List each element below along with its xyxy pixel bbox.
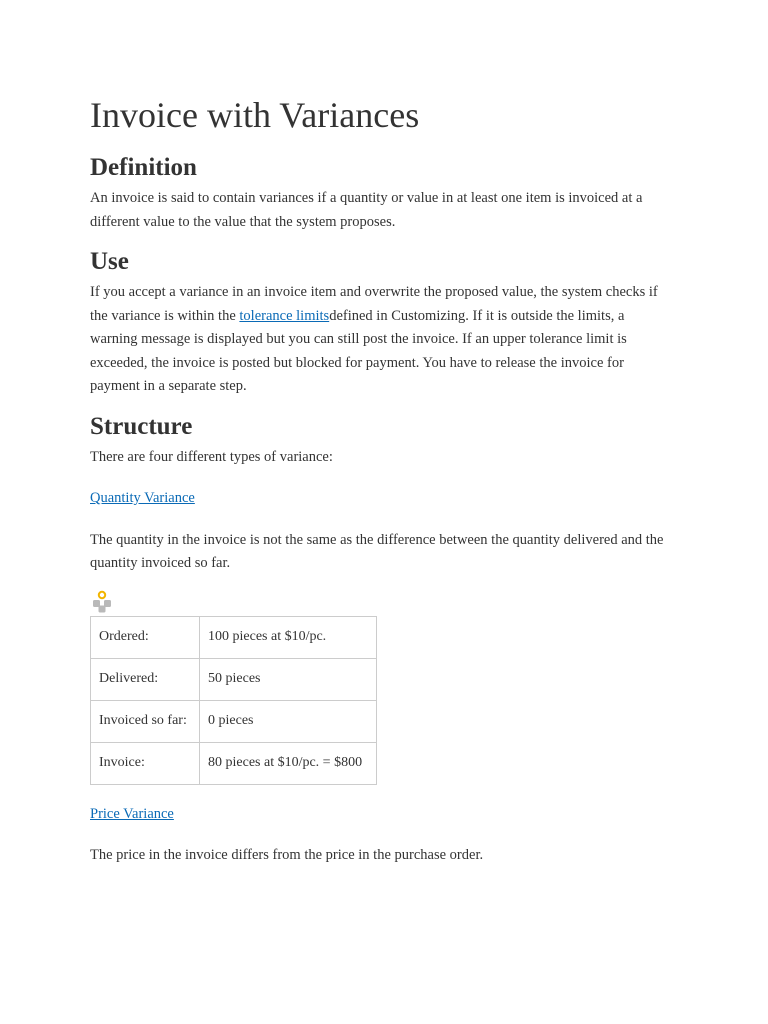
use-text-before-link: If you accept a variance in an invoice item and overwrite the proposed value, the system checks if the variance is within the	[90, 284, 658, 324]
quantity-variance-table	[90, 616, 377, 785]
use-text	[90, 281, 675, 399]
example-icon	[90, 590, 116, 616]
table-cell-value: 50 pieces	[200, 658, 377, 700]
table-cell-label: Ordered:	[91, 616, 200, 658]
structure-intro: There are four different types of variance:	[90, 448, 333, 465]
table-cell-value: 80 pieces at $10/pc. = $800	[200, 742, 377, 784]
use-heading: Use	[90, 248, 129, 275]
definition-text: An invoice is said to contain variances if a quantity or value in at least one item is invoiced at a different value to the value that the system proposes.	[90, 190, 643, 230]
table-cell-label: Invoiced so far:	[91, 700, 200, 742]
tolerance-limits-link[interactable]: tolerance limits	[239, 307, 330, 324]
definition-heading: Definition	[90, 154, 197, 181]
document	[90, 92, 675, 868]
price-variance-paragraph	[90, 803, 675, 827]
table-row	[91, 700, 377, 742]
quantity-variance-link[interactable]: Quantity Variance	[90, 490, 195, 506]
price-variance-link[interactable]: Price Variance	[90, 805, 174, 822]
use-text-after-link: defined in Customizing. If it is outside the limits, a warning message is displayed but you can still post the invoice. If an upper tolerance limit is exceeded, the invoice is posted but blocked for payment. You have to release the invoice for payment in a separate step.	[90, 307, 627, 394]
table-cell-label: Invoice:	[91, 742, 200, 784]
table-row	[91, 616, 377, 658]
table-cell-value: 0 pieces	[200, 700, 377, 742]
example-icon-wrapper	[90, 590, 675, 616]
quantity-variance-text: The quantity in the invoice is not the same as the difference between the quantity delivered and the quantity invoiced so far.	[90, 531, 664, 571]
structure-heading: Structure	[90, 412, 193, 440]
table-row	[91, 658, 377, 700]
quantity-variance-paragraph	[90, 487, 675, 511]
table-row	[91, 742, 377, 784]
table-cell-label: Delivered:	[91, 658, 200, 700]
price-variance-text: The price in the invoice differs from the price in the purchase order.	[90, 847, 484, 863]
table-cell-value: 100 pieces at $10/pc.	[200, 616, 377, 658]
page-title: Invoice with Variances	[90, 95, 420, 135]
